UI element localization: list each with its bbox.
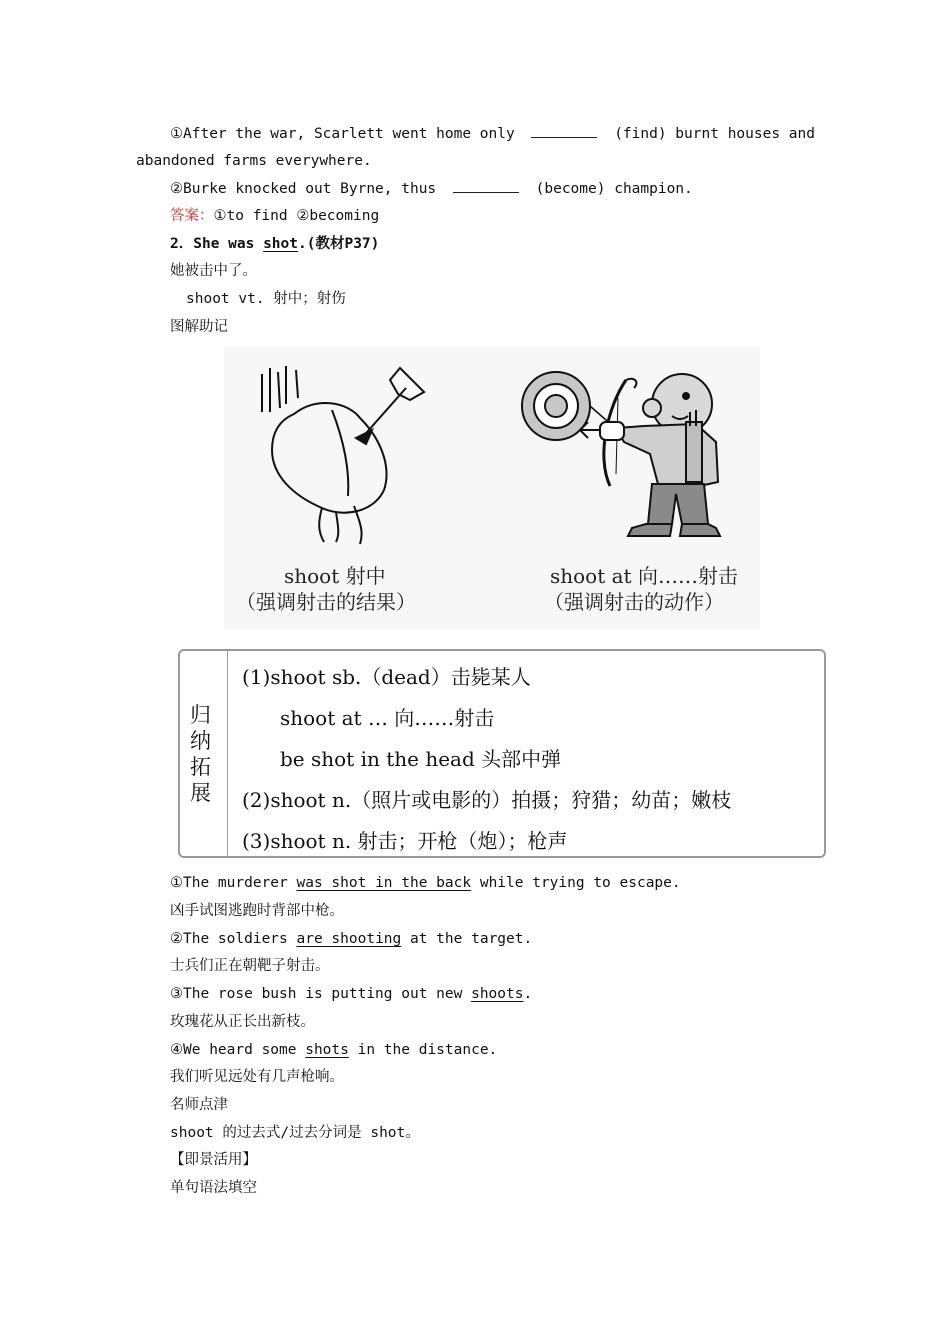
summary-row-4: (2)shoot n.（照片或电影的）拍摄；狩猎；幼苗；嫩枝 bbox=[242, 788, 732, 812]
summary-side-label: 归 纳 拓 展 bbox=[180, 651, 228, 856]
practice-label: 【即景活用】 bbox=[170, 1152, 257, 1168]
exercise-1-line-1: ①After the war, Scarlett went home only (find) burnt houses and bbox=[170, 123, 815, 144]
right-caption-2: （强调射击的动作） bbox=[544, 590, 724, 614]
left-caption-1: shoot 射中 bbox=[284, 564, 386, 588]
practice-task: 单句语法填空 bbox=[170, 1180, 257, 1196]
memory-label: 图解助记 bbox=[170, 319, 228, 335]
item-definition: shoot vt. 射中；射伤 bbox=[186, 291, 346, 307]
peach-drawing bbox=[262, 366, 424, 544]
item-heading: 2．She was shot.(教材P37) bbox=[170, 236, 380, 252]
item-translation: 她被击中了。 bbox=[170, 263, 257, 279]
archer-drawing bbox=[580, 374, 720, 536]
example-2: ②The soldiers are shooting at the target. bbox=[170, 931, 533, 947]
answer-line bbox=[170, 206, 379, 226]
exercise-1-line-2: abandoned farms everywhere. bbox=[136, 153, 372, 169]
example-4-translation: 我们听见远处有几声枪响。 bbox=[170, 1069, 344, 1085]
exercise-2-line: ②Burke knocked out Byrne, thus (become) champion. bbox=[170, 178, 693, 199]
example-4: ④We heard some shots in the distance. bbox=[170, 1042, 498, 1058]
blank-1[interactable] bbox=[531, 123, 597, 138]
example-1-translation: 凶手试图逃跑时背部中枪。 bbox=[170, 903, 344, 919]
answer-text: ①to find ②becoming bbox=[213, 208, 380, 224]
blank-2[interactable] bbox=[453, 178, 519, 193]
left-caption-2: （强调射击的结果） bbox=[236, 590, 416, 614]
summary-row-2: shoot at … 向……射击 bbox=[280, 706, 495, 730]
summary-box bbox=[178, 649, 826, 858]
example-1: ①The murderer was shot in the back while trying to escape. bbox=[170, 875, 681, 891]
summary-row-5: (3)shoot n. 射击；开枪（炮）；枪声 bbox=[242, 829, 568, 853]
summary-row-3: be shot in the head 头部中弹 bbox=[280, 747, 562, 771]
example-3-translation: 玫瑰花从正长出新枝。 bbox=[170, 1014, 315, 1030]
illustration bbox=[224, 346, 760, 630]
answer-label: 答案： bbox=[170, 208, 214, 224]
example-2-translation: 士兵们正在朝靶子射击。 bbox=[170, 958, 330, 974]
example-3: ③The rose bush is putting out new shoots. bbox=[170, 986, 533, 1002]
summary-row-1: (1)shoot sb.（dead）击毙某人 bbox=[242, 665, 531, 689]
tips-label: 名师点津 bbox=[170, 1097, 228, 1113]
right-caption-1: shoot at 向……射击 bbox=[550, 564, 738, 588]
tips-text: shoot 的过去式/过去分词是 shot。 bbox=[170, 1125, 420, 1141]
